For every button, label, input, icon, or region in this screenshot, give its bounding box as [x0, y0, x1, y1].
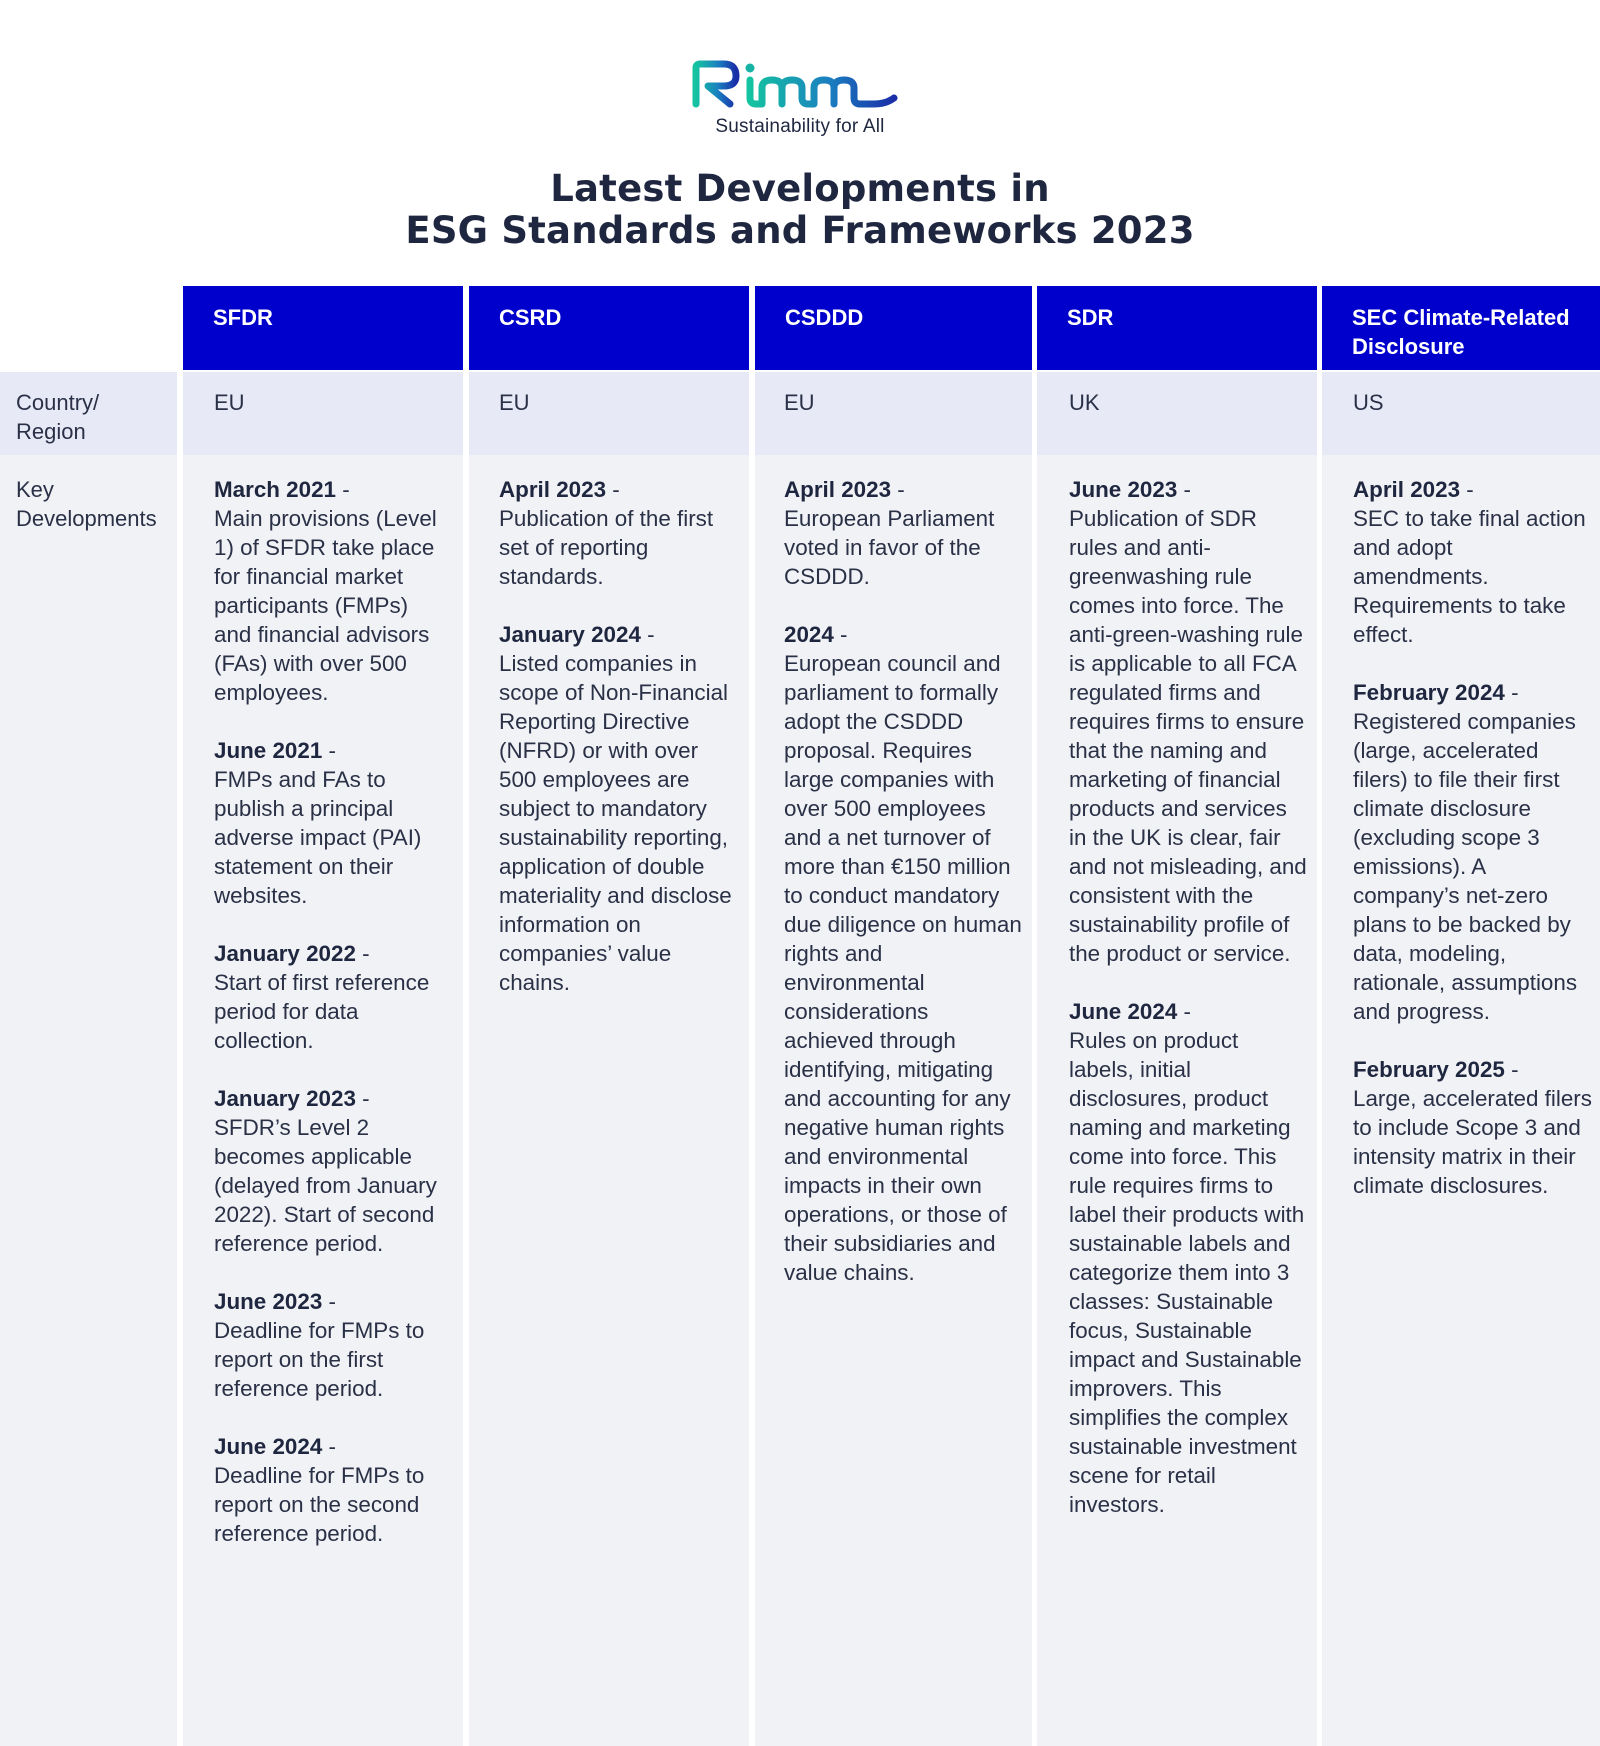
development-entry: April 2023 - European Parliament voted in favor of the CSDDD.: [784, 475, 1022, 591]
development-date: March 2021: [214, 477, 336, 502]
development-text: Large, accelerated filers to include Scope 3 and intensity matrix in their climate disclosures.: [1353, 1086, 1592, 1198]
region-sec: US: [1353, 390, 1384, 415]
header-csrd: CSRD: [469, 286, 749, 370]
header-sfdr: SFDR: [183, 286, 463, 370]
development-date: January 2023: [214, 1086, 356, 1111]
region-csrd: EU: [499, 390, 530, 415]
development-date: January 2024: [499, 622, 641, 647]
development-entry: March 2021 - Main provisions (Level 1) of SFDR take place for financial market participants (FMPs) and financial advisors (FAs) with over 500 employees.: [214, 475, 450, 707]
developments-csddd: [784, 475, 1022, 1316]
development-entry: January 2022 - Start of first reference period for data collection.: [214, 939, 450, 1055]
rimm-logo-mark: [690, 58, 910, 110]
title-line-1: Latest Developments in: [550, 167, 1050, 210]
development-entry: January 2024 - Listed companies in scope of Non-Financial Reporting Directive (NFRD) or with over 500 employees are subject to mandatory sustainability reporting, application of double materiality and disclose information on companies’ value chains.: [499, 620, 739, 997]
development-entry: January 2023 - SFDR’s Level 2 becomes applicable (delayed from January 2022). Start of second reference period.: [214, 1084, 450, 1258]
development-date: June 2023: [214, 1289, 323, 1314]
development-date: June 2024: [1069, 999, 1178, 1024]
developments-sfdr: [214, 475, 450, 1577]
development-date: April 2023: [1353, 477, 1461, 502]
development-text: Publication of SDR rules and anti-greenwashing rule comes into force. The anti-green-washing rule is applicable to all FCA regulated firms and requires firms to ensure that the naming and marketing of financial products and services in the UK is clear, fair and not misleading, and consistent with the sustainability profile of the product or service.: [1069, 506, 1307, 966]
development-text: European Parliament voted in favor of the CSDDD.: [784, 506, 995, 589]
region-csddd: EU: [784, 390, 815, 415]
development-text: Start of first reference period for data collection.: [214, 970, 430, 1053]
development-date: January 2022: [214, 941, 356, 966]
row-label-region: Country/ Region: [16, 390, 100, 444]
development-date: June 2024: [214, 1434, 323, 1459]
rimm-logo: [0, 58, 1600, 110]
development-date: 2024: [784, 622, 834, 647]
development-entry: April 2023 - Publication of the first set of reporting standards.: [499, 475, 739, 591]
development-text: Deadline for FMPs to report on the second reference period.: [214, 1463, 425, 1546]
development-date: February 2025: [1353, 1057, 1505, 1082]
row-label-column: [0, 455, 177, 1746]
development-text: FMPs and FAs to publish a principal adverse impact (PAI) statement on their websites.: [214, 767, 422, 908]
development-text: European council and parliament to formally adopt the CSDDD proposal. Requires large companies with over 500 employees and a net turnover of more than €150 million to conduct mandatory due diligence on human rights and environmental considerations achieved through identifying, mitigating and accounting for any negative human rights and environmental impacts in their own operations, or those of their subsidiaries and value chains.: [784, 651, 1022, 1285]
development-entry: June 2024 - Rules on product labels, initial disclosures, product naming and marketing come into force. This rule requires firms to label their products with sustainable labels and categorize them into 3 classes: Sustainable focus, Sustainable impact and Sustainable improvers. This simplifies the complex sustainable investment scene for retail investors.: [1069, 997, 1309, 1519]
development-entry: February 2024 - Registered companies (large, accelerated filers) to file their first climate disclosure (excluding scope 3 emissions). A company’s net-zero plans to be backed by data, modeling, rationale, assumptions and progress.: [1353, 678, 1593, 1026]
development-date: February 2024: [1353, 680, 1505, 705]
development-entry: 2024 - European council and parliament to formally adopt the CSDDD proposal. Requires large companies with over 500 employees and a net turnover of more than €150 million to conduct mandatory due diligence on human rights and environmental considerations achieved through identifying, mitigating and accounting for any negative human rights and environmental impacts in their own operations, or those of their subsidiaries and value chains.: [784, 622, 1022, 1285]
development-entry: April 2023 - SEC to take final action and adopt amendments. Requirements to take effect.: [1353, 475, 1593, 649]
development-text: Registered companies (large, accelerated filers) to file their first climate disclosure (excluding scope 3 emissions). A company’s net-zero plans to be backed by data, modeling, rationale, assumptions and progress.: [1353, 709, 1578, 1024]
development-text: Publication of the first set of reporting standards.: [499, 506, 714, 589]
development-text: Rules on product labels, initial disclosures, product naming and marketing come into force. This rule requires firms to label their products with sustainable labels and categorize them into 3 classes: Sustainable focus, Sustainable impact and Sustainable improvers. This simplifies the complex sustainable investment scene for retail investors.: [1069, 1028, 1305, 1517]
development-entry: June 2023 - Deadline for FMPs to report on the first reference period.: [214, 1287, 450, 1403]
region-sdr: UK: [1069, 390, 1100, 415]
header-sdr: SDR: [1037, 286, 1317, 370]
development-date: April 2023: [499, 477, 607, 502]
page-title: [0, 168, 1600, 252]
development-text: Deadline for FMPs to report on the first reference period.: [214, 1318, 425, 1401]
development-entry: June 2023 - Publication of SDR rules and anti-greenwashing rule comes into force. The anti-green-washing rule is applicable to all FCA regulated firms and requires firms to ensure that the naming and marketing of financial products and services in the UK is clear, fair and not misleading, and consistent with the sustainability profile of the product or service.: [1069, 475, 1309, 968]
developments-sec: [1353, 475, 1593, 1229]
title-line-2: ESG Standards and Frameworks 2023: [405, 209, 1195, 252]
developments-sdr: [1069, 475, 1309, 1548]
region-sfdr: EU: [214, 390, 245, 415]
development-entry: June 2024 - Deadline for FMPs to report on the second reference period.: [214, 1432, 450, 1548]
development-text: SEC to take final action and adopt amendments. Requirements to take effect.: [1353, 506, 1586, 647]
row-label-developments: Key Developments: [16, 477, 157, 531]
development-date: April 2023: [784, 477, 892, 502]
development-date: June 2023: [1069, 477, 1178, 502]
header-csddd: CSDDD: [755, 286, 1032, 370]
development-text: SFDR’s Level 2 becomes applicable (delayed from January 2022). Start of second reference period.: [214, 1115, 437, 1256]
header-sec-climate: SEC Climate-Related Disclosure: [1322, 286, 1600, 370]
development-date: June 2021: [214, 738, 323, 763]
development-entry: February 2025 - Large, accelerated filers to include Scope 3 and intensity matrix in their climate disclosures.: [1353, 1057, 1592, 1198]
development-entry: June 2021 - FMPs and FAs to publish a principal adverse impact (PAI) statement on their websites.: [214, 736, 450, 910]
brand-tagline: Sustainability for All: [715, 116, 885, 137]
development-text: Listed companies in scope of Non-Financial Reporting Directive (NFRD) or with over 500 employees are subject to mandatory sustainability reporting, application of double materiality and disclose information on companies’ value chains.: [499, 651, 732, 995]
developments-csrd: [499, 475, 739, 1026]
development-text: Main provisions (Level 1) of SFDR take place for financial market participants (FMPs) and financial advisors (FAs) with over 500 employees.: [214, 506, 437, 705]
